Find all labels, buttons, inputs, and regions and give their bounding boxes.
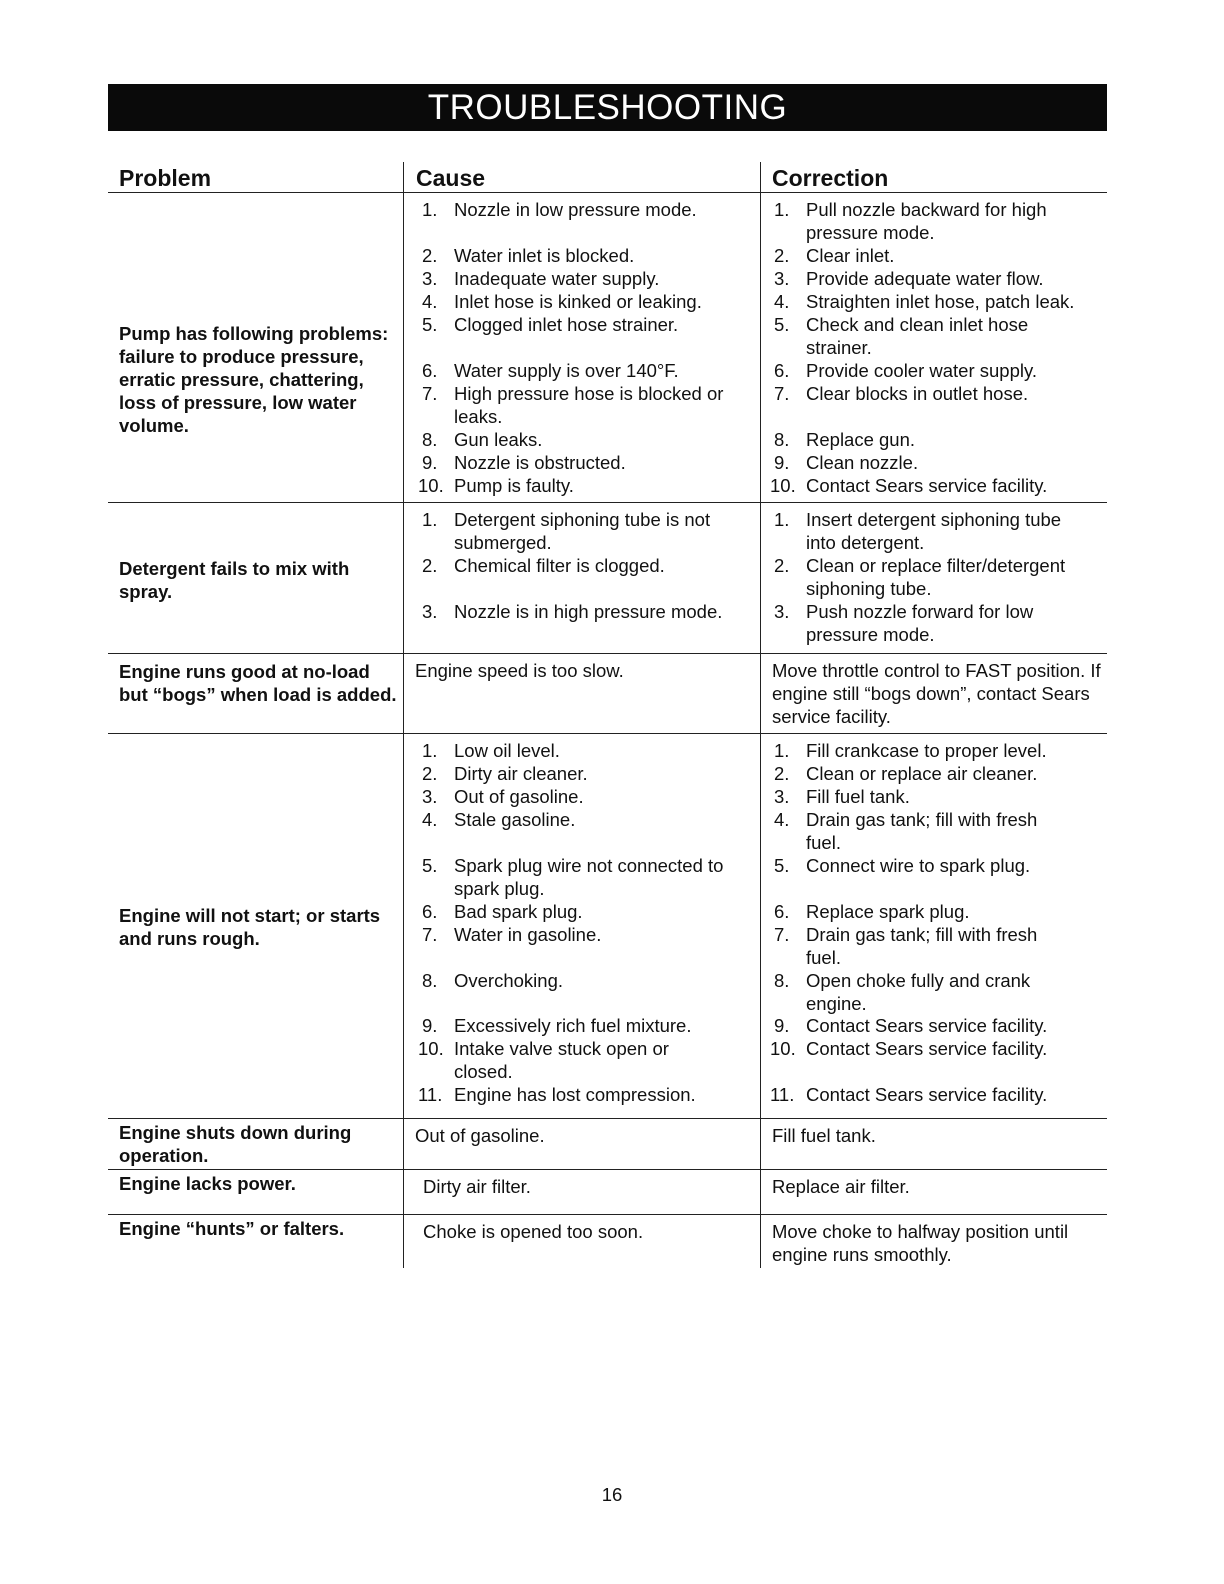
correction-text: Move throttle control to FAST position. If engine still “bogs down”, contact Sears service facility. (772, 660, 1101, 727)
correction-item-text: Clean nozzle. (806, 452, 919, 473)
correction-item-number: 5. (774, 855, 790, 876)
row-divider (108, 1214, 1107, 1215)
correction-item-number: 4. (774, 809, 790, 830)
correction-item-number: 9. (774, 1015, 790, 1036)
cause-text: Engine speed is too slow. (415, 660, 624, 681)
correction-item-text: Provide cooler water supply. (806, 360, 1038, 381)
cause-item-number: 7. (422, 383, 438, 404)
page-number: 16 (601, 1484, 623, 1505)
correction-item-number: 6. (774, 901, 790, 922)
correction-item-text: pressure mode. (806, 222, 935, 243)
cause-item-number: 6. (422, 360, 438, 381)
row-divider (108, 653, 1107, 654)
correction-item-text: Replace gun. (806, 429, 916, 450)
cause-item-number: 7. (422, 924, 438, 945)
correction-item-number: 3. (774, 786, 790, 807)
correction-item-text: engine. (806, 993, 867, 1014)
cause-item-number: 8. (422, 429, 438, 450)
correction-item-number: 10. (770, 475, 796, 496)
cause-item-number: 5. (422, 855, 438, 876)
correction-item-number: 6. (774, 360, 790, 381)
column-divider-1 (403, 162, 404, 1268)
cause-item-number: 10. (418, 475, 444, 496)
cause-item-text: Clogged inlet hose strainer. (454, 314, 679, 335)
cause-item-text: Excessively rich fuel mixture. (454, 1015, 692, 1036)
row-divider (108, 1118, 1107, 1119)
cause-item-number: 10. (418, 1038, 444, 1059)
correction-item-text: Push nozzle forward for low (806, 601, 1034, 622)
correction-item-number: 1. (774, 199, 790, 220)
correction-item-text: fuel. (806, 832, 841, 853)
cause-item-text: Water inlet is blocked. (454, 245, 635, 266)
correction-item-number: 4. (774, 291, 790, 312)
correction-item-text: Contact Sears service facility. (806, 475, 1048, 496)
correction-item-number: 2. (774, 555, 790, 576)
correction-item-text: into detergent. (806, 532, 925, 553)
cause-item-text: Engine has lost compression. (454, 1084, 696, 1105)
cause-item-text: Nozzle in low pressure mode. (454, 199, 697, 220)
correction-item-number: 3. (774, 601, 790, 622)
column-divider-2 (760, 162, 761, 1268)
correction-item-text: Connect wire to spark plug. (806, 855, 1031, 876)
correction-item-number: 3. (774, 268, 790, 289)
cause-item-text: Water in gasoline. (454, 924, 602, 945)
correction-item-text: Insert detergent siphoning tube (806, 509, 1062, 530)
correction-item-number: 1. (774, 740, 790, 761)
correction-item-number: 2. (774, 763, 790, 784)
header-rule (108, 192, 1107, 193)
correction-item-text: Contact Sears service facility. (806, 1084, 1048, 1105)
cause-item-number: 3. (422, 786, 438, 807)
cause-item-text: Intake valve stuck open or (454, 1038, 669, 1059)
correction-item-number: 8. (774, 970, 790, 991)
cause-item-number: 2. (422, 763, 438, 784)
correction-item-text: Replace spark plug. (806, 901, 970, 922)
cause-item-text: Spark plug wire not connected to (454, 855, 724, 876)
cause-item-number: 11. (418, 1084, 443, 1105)
correction-item-text: Straighten inlet hose, patch leak. (806, 291, 1075, 312)
cause-item-number: 9. (422, 452, 438, 473)
cause-item-text: Inadequate water supply. (454, 268, 660, 289)
correction-item-number: 8. (774, 429, 790, 450)
header-correction: Correction (772, 165, 889, 191)
correction-item-text: Contact Sears service facility. (806, 1015, 1048, 1036)
problem-text: Detergent fails to mix with spray. (119, 558, 350, 602)
correction-item-text: Clear inlet. (806, 245, 895, 266)
row-divider (108, 733, 1107, 734)
correction-item-text: Clean or replace air cleaner. (806, 763, 1038, 784)
header-cause: Cause (416, 165, 486, 191)
cause-item-number: 2. (422, 245, 438, 266)
cause-item-number: 1. (422, 740, 438, 761)
correction-item-text: Check and clean inlet hose (806, 314, 1029, 335)
cause-item-text: Nozzle is obstructed. (454, 452, 626, 473)
correction-item-number: 2. (774, 245, 790, 266)
cause-item-text: Gun leaks. (454, 429, 543, 450)
correction-item-number: 7. (774, 924, 790, 945)
cause-item-text: Out of gasoline. (454, 786, 584, 807)
cause-item-number: 2. (422, 555, 438, 576)
correction-item-text: strainer. (806, 337, 872, 358)
cause-item-text: closed. (454, 1061, 513, 1082)
cause-item-text: Pump is faulty. (454, 475, 574, 496)
cause-item-text: Dirty air cleaner. (454, 763, 588, 784)
cause-item-number: 9. (422, 1015, 438, 1036)
correction-item-text: Fill crankcase to proper level. (806, 740, 1047, 761)
correction-item-text: Fill fuel tank. (806, 786, 910, 807)
cause-item-text: Stale gasoline. (454, 809, 576, 830)
row-divider (108, 1169, 1107, 1170)
correction-text: Fill fuel tank. (772, 1125, 876, 1146)
correction-text: Move choke to halfway position until engine runs smoothly. (772, 1221, 1069, 1265)
header-problem: Problem (119, 165, 212, 191)
correction-item-number: 1. (774, 509, 790, 530)
correction-text: Replace air filter. (772, 1176, 910, 1197)
problem-text: Pump has following problems: failure to produce pressure, erratic pressure, chattering, loss of pressure, low water volume. (119, 323, 389, 436)
cause-text: Choke is opened too soon. (423, 1221, 644, 1242)
correction-item-text: fuel. (806, 947, 841, 968)
correction-item-text: Provide adequate water flow. (806, 268, 1044, 289)
cause-item-text: Bad spark plug. (454, 901, 583, 922)
row-divider (108, 502, 1107, 503)
correction-item-number: 5. (774, 314, 790, 335)
cause-item-text: leaks. (454, 406, 503, 427)
correction-item-text: Contact Sears service facility. (806, 1038, 1048, 1059)
correction-item-text: pressure mode. (806, 624, 935, 645)
cause-item-number: 3. (422, 268, 438, 289)
cause-item-text: High pressure hose is blocked or (454, 383, 724, 404)
correction-item-text: Pull nozzle backward for high (806, 199, 1047, 220)
cause-text: Dirty air filter. (423, 1176, 531, 1197)
cause-item-text: Overchoking. (454, 970, 563, 991)
cause-item-number: 6. (422, 901, 438, 922)
correction-item-text: Drain gas tank; fill with fresh (806, 809, 1038, 830)
cause-item-number: 4. (422, 809, 438, 830)
cause-item-text: Nozzle is in high pressure mode. (454, 601, 723, 622)
cause-item-text: Chemical filter is clogged. (454, 555, 665, 576)
problem-text: Engine will not start; or starts and runs rough. (119, 905, 381, 949)
correction-item-text: Open choke fully and crank (806, 970, 1031, 991)
correction-item-number: 9. (774, 452, 790, 473)
cause-item-number: 4. (422, 291, 438, 312)
cause-item-text: Detergent siphoning tube is not (454, 509, 711, 530)
problem-text: Engine shuts down during operation. (119, 1122, 352, 1166)
correction-item-number: 11. (770, 1084, 795, 1105)
correction-item-text: Clean or replace filter/detergent (806, 555, 1066, 576)
cause-item-number: 5. (422, 314, 438, 335)
page-title-banner: TROUBLESHOOTING (108, 84, 1107, 131)
cause-item-text: Water supply is over 140°F. (454, 360, 679, 381)
problem-text: Engine lacks power. (119, 1173, 296, 1194)
correction-item-text: siphoning tube. (806, 578, 932, 599)
problem-text: Engine runs good at no-load but “bogs” when load is added. (119, 661, 397, 705)
cause-item-number: 1. (422, 509, 438, 530)
cause-item-text: spark plug. (454, 878, 545, 899)
correction-item-text: Drain gas tank; fill with fresh (806, 924, 1038, 945)
correction-item-number: 7. (774, 383, 790, 404)
cause-item-number: 1. (422, 199, 438, 220)
cause-item-text: submerged. (454, 532, 552, 553)
cause-item-number: 3. (422, 601, 438, 622)
correction-item-text: Clear blocks in outlet hose. (806, 383, 1029, 404)
cause-item-text: Low oil level. (454, 740, 560, 761)
cause-text: Out of gasoline. (415, 1125, 545, 1146)
problem-text: Engine “hunts” or falters. (119, 1218, 345, 1239)
cause-item-number: 8. (422, 970, 438, 991)
cause-item-text: Inlet hose is kinked or leaking. (454, 291, 702, 312)
correction-item-number: 10. (770, 1038, 796, 1059)
